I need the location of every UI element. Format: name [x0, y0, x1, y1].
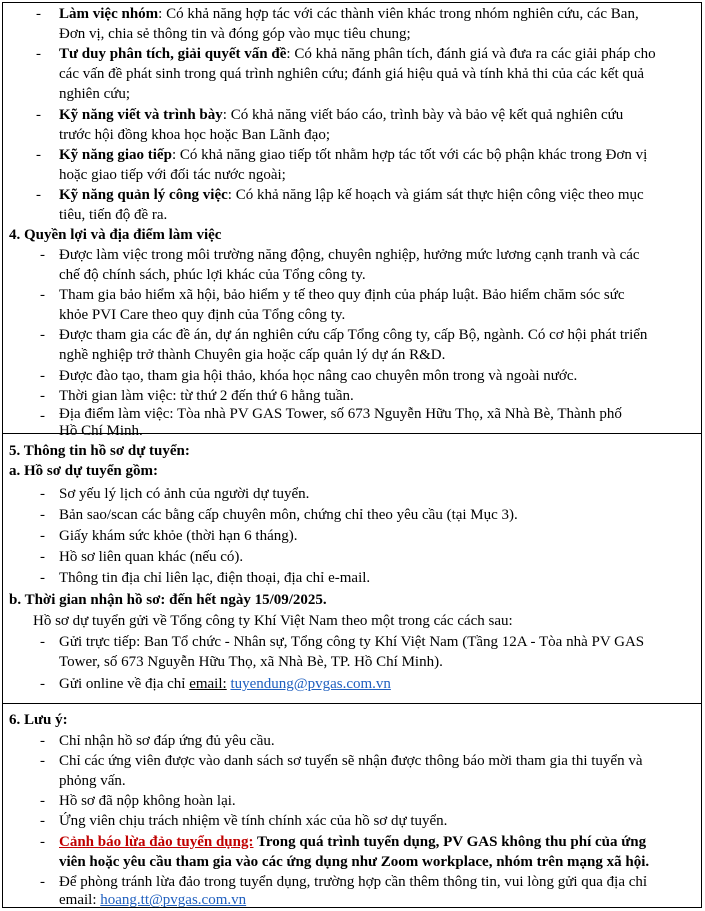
list-item: Thông tin địa chỉ liên lạc, điện thoại, địa chỉ e-mail.	[59, 570, 371, 586]
list-item: Địa điểm làm việc: Tòa nhà PV GAS Tower, số 673 Nguyễn Hữu Thọ, xã Nhà Bè, Thành phố	[59, 406, 622, 422]
list-item: Chỉ nhận hồ sơ đáp ứng đủ yêu cầu.	[59, 733, 275, 749]
bullet: -	[36, 107, 41, 123]
list-item: Hồ sơ liên quan khác (nếu có).	[59, 549, 244, 565]
list-item: Tham gia bảo hiểm xã hội, bảo hiểm y tế theo quy định của pháp luật. Bảo hiểm chăm sóc sức	[59, 287, 625, 303]
email-link[interactable]: tuyendung@pvgas.com.vn	[230, 676, 391, 692]
warning-item: Cảnh báo lừa đảo tuyển dụng: Trong quá trình tuyển dụng, PV GAS không thu phí của ứng	[59, 834, 647, 850]
bullet: -	[40, 388, 45, 404]
subsection-heading: a. Hồ sơ dự tuyển gồm:	[9, 463, 158, 479]
bullet: -	[36, 187, 41, 203]
list-item-cont: khỏe PVI Care theo quy định của Tổng công ty.	[59, 307, 346, 323]
list-item: Giấy khám sức khỏe (thời hạn 6 tháng).	[59, 528, 298, 544]
bullet: -	[40, 528, 45, 544]
bullet: -	[40, 549, 45, 565]
list-item-cont: Đơn vị, chia sẻ thông tin và đóng góp vào mục tiêu chung;	[59, 26, 411, 42]
bullet: -	[40, 813, 45, 829]
bullet: -	[40, 834, 45, 850]
list-item: Để phòng tránh lừa đảo trong tuyển dụng, trường hợp cần thêm thông tin, vui lòng gửi qua địa chỉ	[59, 874, 648, 890]
list-item: Làm việc nhóm: Có khả năng hợp tác với các thành viên khác trong nhóm nghiên cứu, các Ban,	[59, 6, 639, 22]
list-item: Kỹ năng giao tiếp: Có khả năng giao tiếp tốt nhằm hợp tác tốt với các bộ phận khác trong Đơn vị	[59, 147, 648, 163]
section-heading: 6. Lưu ý:	[9, 712, 68, 728]
list-item-cont: tiêu, tiến độ đề ra.	[59, 207, 168, 223]
list-item-cont: các vấn đề phát sinh trong quá trình nghiên cứu; đánh giá hiệu quả và tính khả thi của các kết quả	[59, 66, 645, 82]
list-item: Kỹ năng viết và trình bày: Có khả năng viết báo cáo, trình bày và bảo vệ kết quả nghiên cứu	[59, 107, 624, 123]
bullet: -	[40, 676, 45, 692]
list-item-cont: phỏng vấn.	[59, 773, 126, 789]
list-item: Sơ yếu lý lịch có ảnh của người dự tuyển.	[59, 486, 310, 502]
bullet: -	[40, 408, 45, 424]
bullet: -	[36, 147, 41, 163]
list-item-cont: nghề nghiệp trở thành Chuyên gia hoặc cấp quản lý dự án R&D.	[59, 347, 446, 363]
list-item: Kỹ năng quản lý công việc: Có khả năng lập kế hoạch và giám sát thực hiện công việc theo mục	[59, 187, 644, 203]
list-item-cont: nghiên cứu;	[59, 86, 131, 102]
list-item: Gửi online về địa chỉ email: tuyendung@pvgas.com.vn	[59, 676, 391, 692]
paragraph: Hồ sơ dự tuyển gửi về Tổng công ty Khí Việt Nam theo một trong các cách sau:	[33, 613, 513, 629]
list-item-cont: email: hoang.tt@pvgas.com.vn	[59, 892, 247, 908]
list-item: Hồ sơ đã nộp không hoàn lại.	[59, 793, 236, 809]
bullet: -	[40, 287, 45, 303]
bullet: -	[40, 570, 45, 586]
bullet: -	[40, 793, 45, 809]
warning-item-cont: viên hoặc yêu cầu tham gia vào các ứng dụng như Zoom workplace, nhóm trên mạng xã hội.	[59, 854, 650, 870]
list-item-cont: Hồ Chí Minh.	[59, 423, 143, 439]
bullet: -	[40, 753, 45, 769]
section-heading: 5. Thông tin hồ sơ dự tuyển:	[9, 443, 190, 459]
list-item: Ứng viên chịu trách nhiệm về tính chính xác của hồ sơ dự tuyển.	[59, 813, 448, 829]
bullet: -	[40, 733, 45, 749]
list-item: Bản sao/scan các bằng cấp chuyên môn, chứng chỉ theo yêu cầu (tại Mục 3).	[59, 507, 518, 523]
list-item-cont: chế độ chính sách, phúc lợi khác của Tổng công ty.	[59, 267, 366, 283]
subsection-heading: b. Thời gian nhận hồ sơ: đến hết ngày 15/09/2025.	[9, 592, 327, 608]
warning-label: Cảnh báo lừa đảo tuyển dụng:	[59, 834, 254, 850]
bullet: -	[40, 634, 45, 650]
bullet: -	[40, 874, 45, 890]
list-item: Được làm việc trong môi trường năng động, chuyên nghiệp, hưởng mức lương cạnh tranh và các	[59, 247, 640, 263]
list-item: Thời gian làm việc: từ thứ 2 đến thứ 6 hằng tuần.	[59, 388, 354, 404]
bullet: -	[40, 327, 45, 343]
list-item: Được tham gia các đề án, dự án nghiên cứu cấp Tổng công ty, cấp Bộ, ngành. Có cơ hội phát triển	[59, 327, 648, 343]
bullet: -	[36, 46, 41, 62]
bullet: -	[40, 368, 45, 384]
list-item: Tư duy phân tích, giải quyết vấn đề: Có khả năng phân tích, đánh giá và đưa ra các giải pháp cho	[59, 46, 656, 62]
list-item: Gửi trực tiếp: Ban Tổ chức - Nhân sự, Tổng công ty Khí Việt Nam (Tầng 12A - Tòa nhà PV GAS	[59, 634, 645, 650]
list-item-cont: hoặc giao tiếp với đối tác nước ngoài;	[59, 167, 286, 183]
email-link[interactable]: hoang.tt@pvgas.com.vn	[100, 892, 247, 908]
bullet: -	[40, 486, 45, 502]
list-item-cont: trước hội đồng khoa học hoặc Ban Lãnh đạo;	[59, 127, 330, 143]
list-item: Được đào tạo, tham gia hội thảo, khóa học nâng cao chuyên môn trong và ngoài nước.	[59, 368, 578, 384]
section-heading: 4. Quyền lợi và địa điểm làm việc	[9, 227, 222, 243]
bullet: -	[36, 6, 41, 22]
list-item: Chỉ các ứng viên được vào danh sách sơ tuyển sẽ nhận được thông báo mời tham gia thi tuyển và	[59, 753, 643, 769]
section-divider	[2, 703, 702, 704]
bullet: -	[40, 247, 45, 263]
bullet: -	[40, 507, 45, 523]
list-item-cont: Tower, số 673 Nguyễn Hữu Thọ, xã Nhà Bè, TP. Hồ Chí Minh).	[59, 654, 443, 670]
